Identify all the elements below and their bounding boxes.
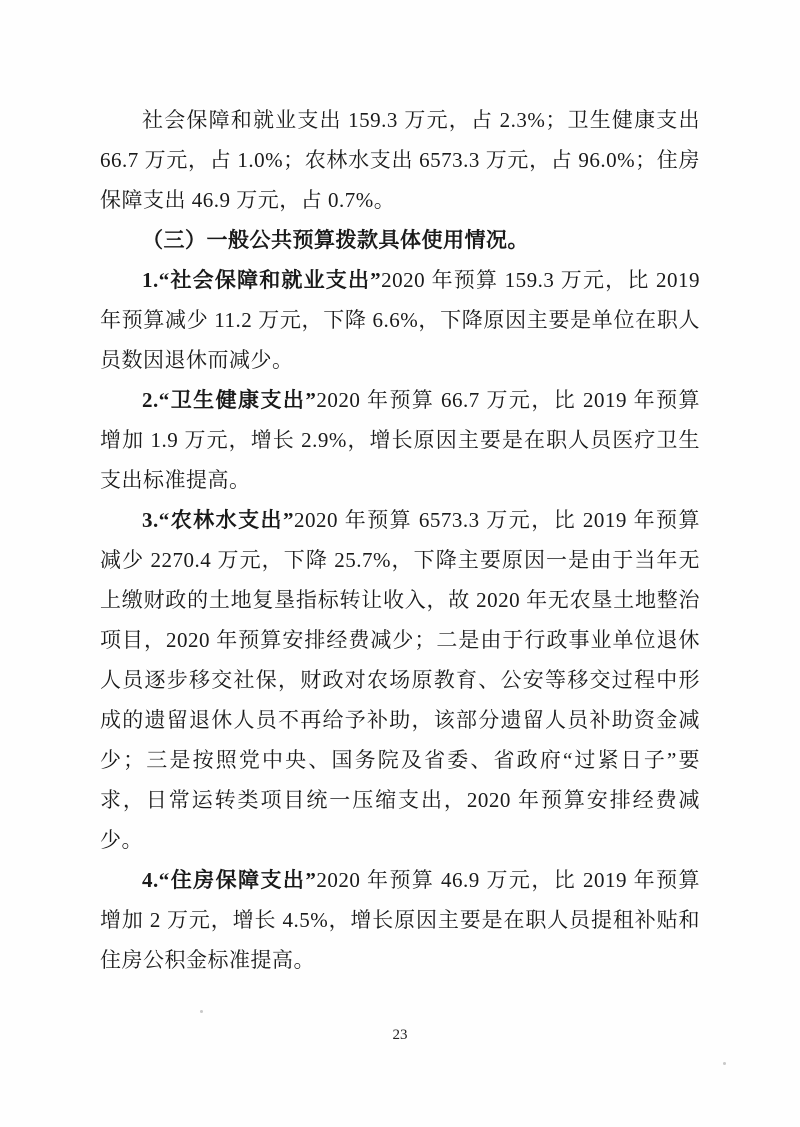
budget-item-1-body: 2020 年预算 159.3 万元，比 2019 年预算减少 11.2 万元，下降 6.6%，下降原因主要是单位在职人员数因退休而减少。 xyxy=(100,268,701,372)
page-number: 23 xyxy=(392,1027,408,1043)
budget-item-paragraph-3 xyxy=(100,500,700,860)
budget-item-3-title: 3.“农林水支出” xyxy=(142,508,295,532)
budget-item-4-body: 2020 年预算 46.9 万元，比 2019 年预算增加 2 万元，增长 4.5%，增长原因主要是在职人员提租补贴和住房公积金标准提高。 xyxy=(100,868,701,972)
budget-item-2-body: 2020 年预算 66.7 万元，比 2019 年预算增加 1.9 万元，增长 2.9%，增长原因主要是在职人员医疗卫生支出标准提高。 xyxy=(100,388,701,492)
budget-item-paragraph-4 xyxy=(100,860,700,980)
budget-item-3-body: 2020 年预算 6573.3 万元，比 2019 年预算减少 2270.4 万元，下降 25.7%，下降主要原因一是由于当年无上缴财政的土地复垦指标转让收入，故 2020 年无农垦土地整治项目，2020 年预算安排经费减少；二是由于行政事业单位退休人员逐步移交社保，财政对农场原教育、公安等移交过程中形成的遗留退休人员不再给予补助，该部分遗留人员补助资金减少；三是按照党中央、国务院及省委、省政府“过紧日子”要求，日常运转类项目统一压缩支出，2020 年预算安排经费减少。 xyxy=(100,508,701,852)
carryover-paragraph: 社会保障和就业支出 159.3 万元，占 2.3%；卫生健康支出 66.7 万元，占 1.0%；农林水支出 6573.3 万元，占 96.0%；住房保障支出 46.9 万元，占 0.7%。 xyxy=(100,108,700,212)
budget-item-1-title: 1.“社会保障和就业支出” xyxy=(142,268,382,292)
section-heading: （三）一般公共预算拨款具体使用情况。 xyxy=(142,228,529,252)
page-body xyxy=(100,100,700,980)
budget-item-paragraph-2 xyxy=(100,380,700,500)
budget-item-4-title: 4.“住房保障支出” xyxy=(142,868,317,892)
budget-item-2-title: 2.“卫生健康支出” xyxy=(142,388,317,412)
scan-speck xyxy=(200,1010,203,1013)
scan-speck xyxy=(723,1062,726,1065)
budget-item-paragraph-1 xyxy=(100,260,700,380)
